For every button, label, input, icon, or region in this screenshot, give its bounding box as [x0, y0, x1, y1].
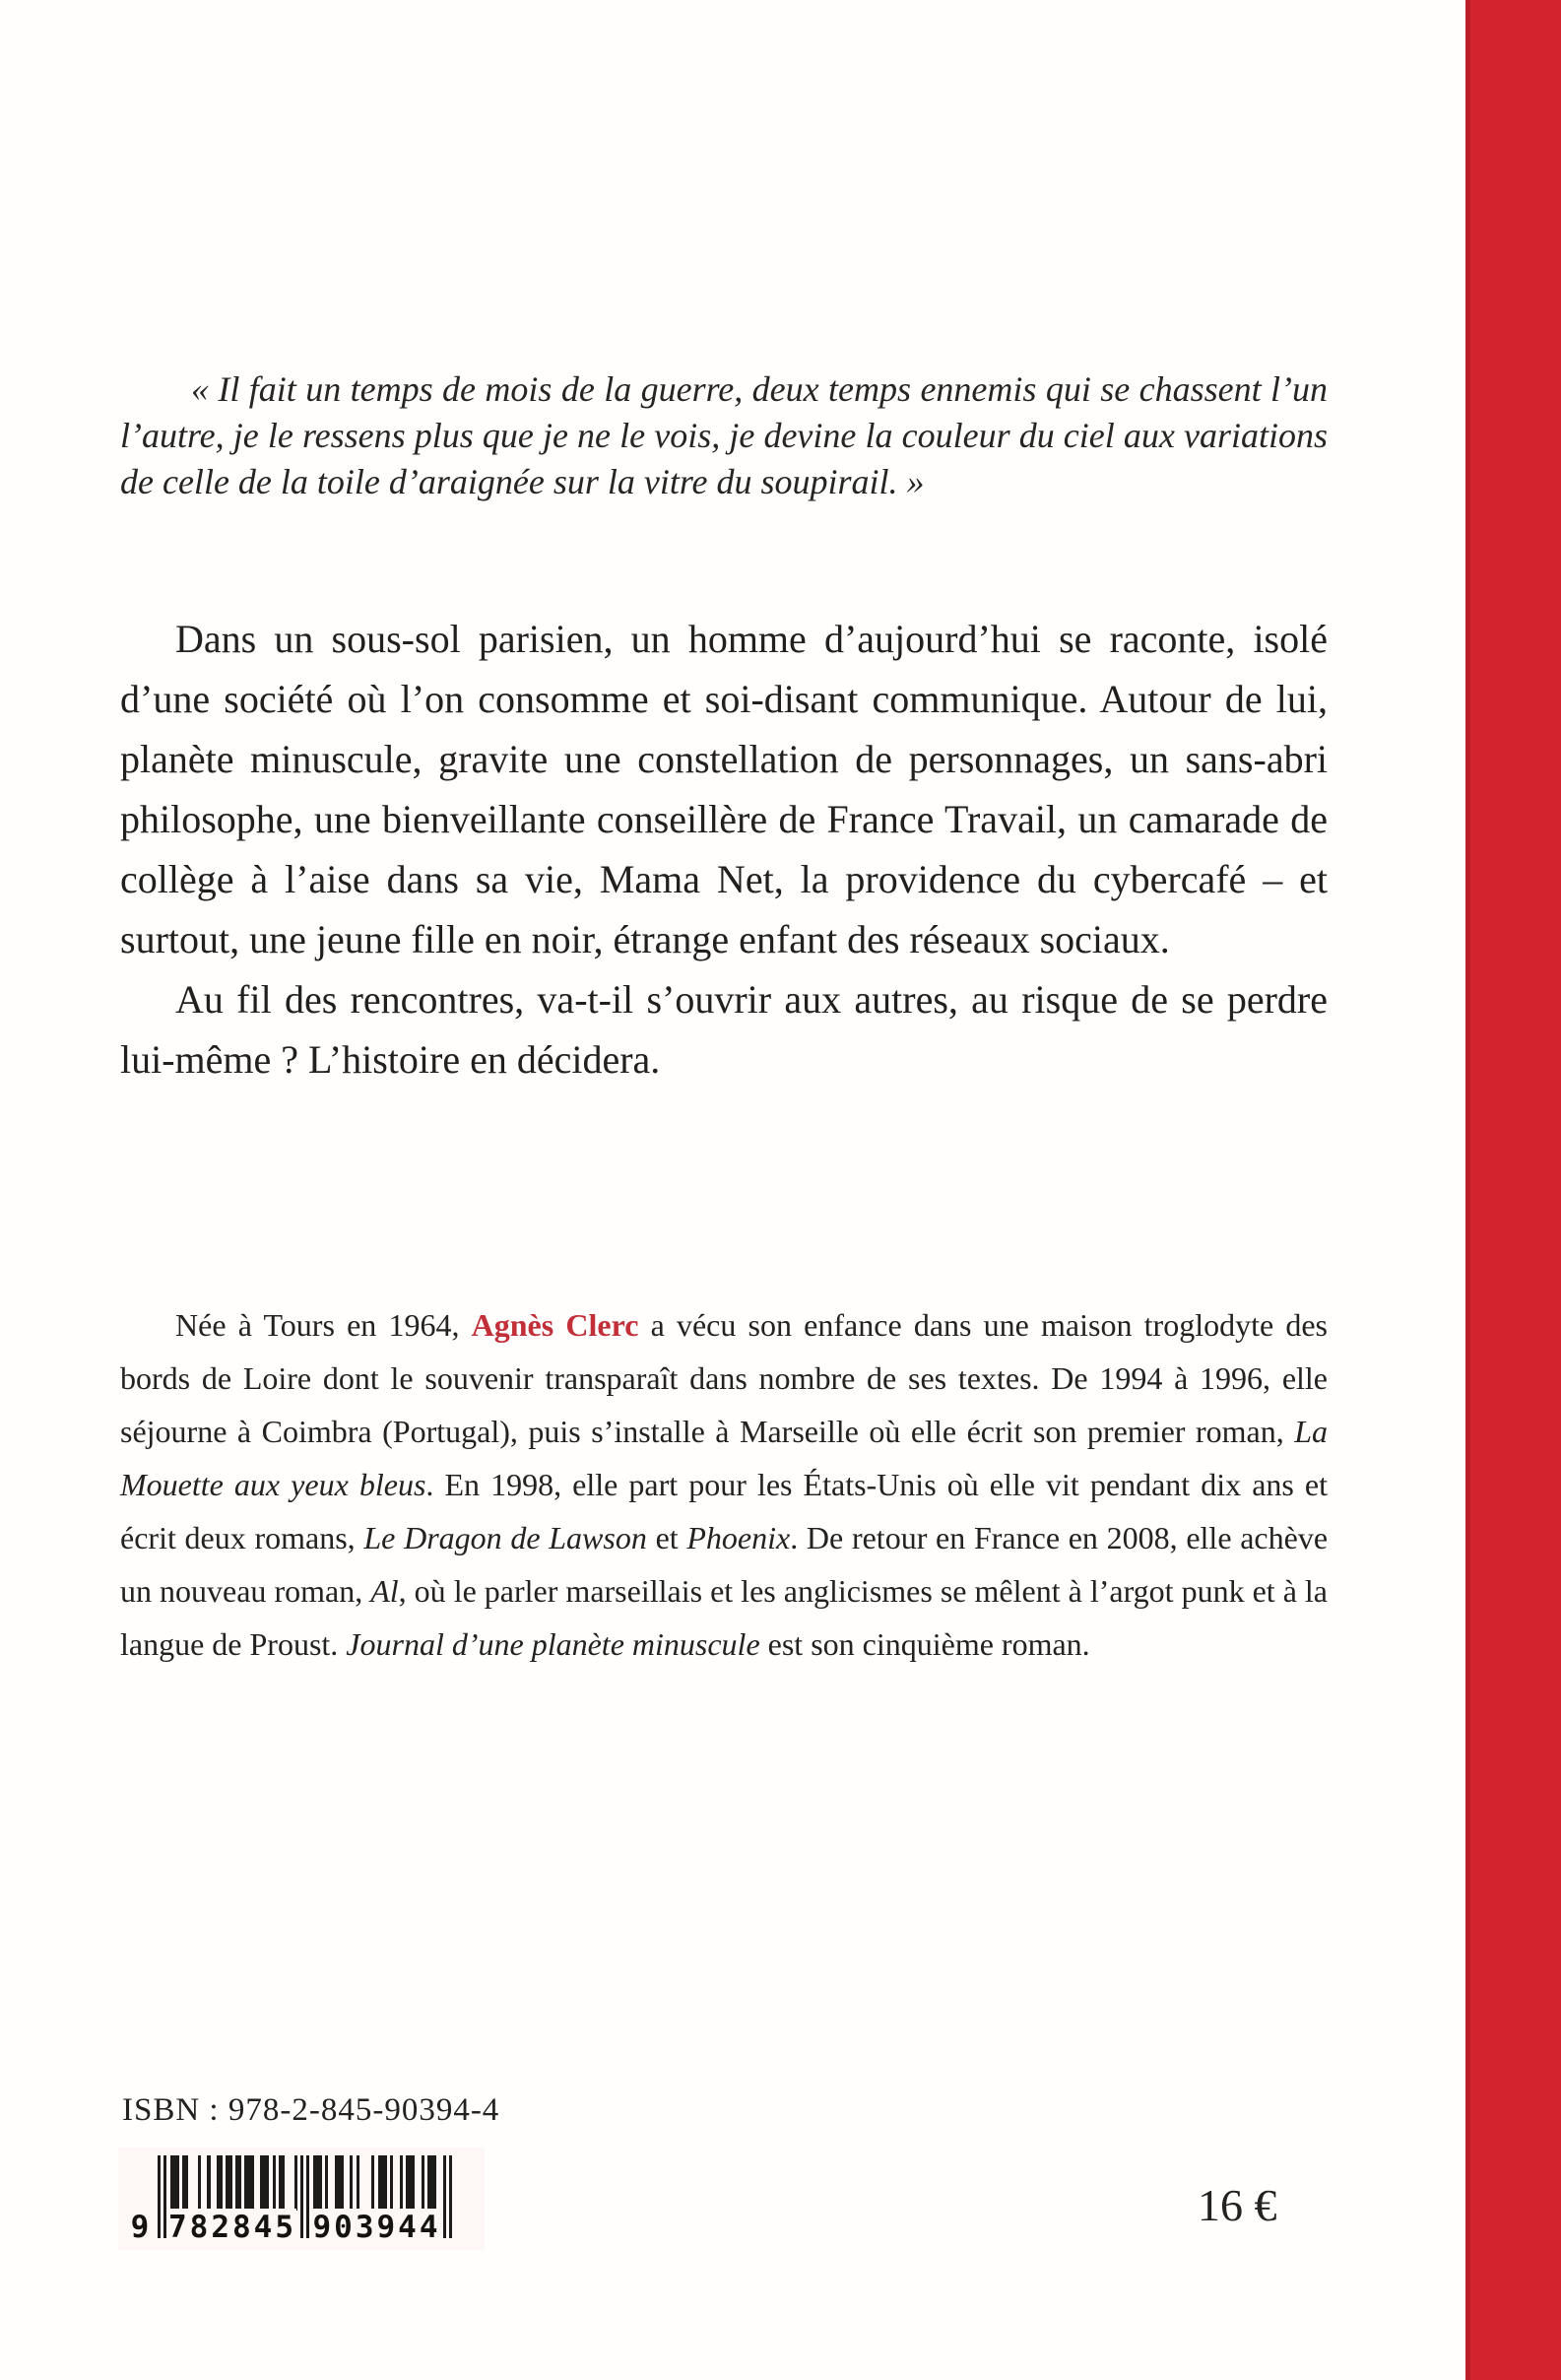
barcode-digit-first: 9	[124, 2209, 156, 2246]
barcode-guard-bar	[300, 2155, 303, 2238]
red-spine-stripe	[1465, 0, 1561, 2380]
bio-text-segment: . En 1998, elle part pour les États-Unis où elle vit pendant dix ans et écrit deux romans,	[120, 1467, 1329, 1555]
synopsis	[120, 609, 1328, 1090]
synopsis-paragraph-2: Au fil des rencontres, va-t-il s’ouvrir aux autres, au risque de se perdre lui-même ? L’histoire en décidera.	[120, 977, 1328, 1082]
barcode-bar	[260, 2155, 269, 2211]
barcode-digits-right: 903944	[312, 2210, 441, 2245]
bio-text-segment: et	[646, 1520, 687, 1555]
barcode-bar	[235, 2155, 241, 2211]
barcode-bar	[217, 2155, 223, 2211]
barcode-guard-bar	[163, 2155, 166, 2238]
bio-text-segment: est son cinquième roman.	[759, 1626, 1090, 1662]
barcode-bar	[182, 2155, 188, 2211]
barcode-bar	[313, 2155, 322, 2211]
barcode-bar	[427, 2155, 436, 2211]
barcode-bar	[406, 2155, 415, 2211]
barcode-digits-left: 782845	[168, 2210, 296, 2245]
barcode-bar	[325, 2155, 328, 2211]
barcode-bar	[378, 2155, 387, 2211]
bio-text-segment: . De retour en France en 2008, elle achève un nouveau roman,	[120, 1520, 1329, 1609]
barcode-bar	[273, 2155, 276, 2211]
barcode-bar	[170, 2155, 179, 2211]
barcode-guard-bar	[443, 2155, 446, 2238]
bio-text-segment: Journal d’une planète minuscule	[346, 1626, 760, 1662]
barcode-guard-bar	[306, 2155, 309, 2238]
barcode-bar	[422, 2155, 424, 2211]
synopsis-paragraph-1: Dans un sous-sol parisien, un homme d’aujourd’hui se raconte, isolé d’une société où l’on consomme et soi-disant communique. Autour de lui, planète minuscule, gravite une constellation de personnages, un sans-abri philosophe, une bienveillante conseillère de France Travail, un camarade de collège à l’aise dans sa vie, Mama Net, la providence du cybercafé – et surtout, une jeune fille en noir, étrange enfant des réseaux sociaux.	[120, 617, 1328, 961]
barcode-guard-bar	[449, 2155, 452, 2238]
bio-text-segment: Le Dragon de Lawson	[363, 1520, 647, 1555]
barcode-bar	[207, 2155, 210, 2211]
barcode-bar	[400, 2155, 403, 2211]
bio-text-segment: a vécu son enfance dans une maison troglodyte des bords de Loire dont le souvenir transparaît dans nombre de ses textes. De 1994 à 1996, elle séjourne à Coimbra (Portugal), puis s’installe à Marseille où elle écrit son premier roman,	[120, 1307, 1329, 1449]
bio-text-segment: La Mouette aux yeux bleus	[120, 1414, 1328, 1502]
back-cover-quote: « Il fait un temps de mois de la guerre, deux temps ennemis qui se chassent l’un l’autre, je le ressens plus que je ne le vois, je devine la couleur du ciel aux variations de celle de la toile d’araignée sur la vitre du soupirail. »	[120, 369, 1328, 501]
barcode	[118, 2148, 485, 2250]
bio-text-segment: Née à Tours en 1964,	[175, 1307, 472, 1343]
author-name: Agnès Clerc	[471, 1307, 639, 1343]
barcode-bar	[390, 2155, 393, 2211]
barcode-bar	[350, 2155, 353, 2211]
barcode-bar	[198, 2155, 201, 2211]
barcode-bar	[371, 2155, 374, 2211]
barcode-bar	[226, 2155, 231, 2211]
isbn-text: ISBN : 978-2-845-90394-4	[122, 2092, 500, 2128]
barcode-bar	[335, 2155, 344, 2211]
price-text: 16 €	[1198, 2180, 1277, 2230]
bio-text-segment: Al	[370, 1573, 399, 1609]
barcode-bar	[279, 2155, 285, 2211]
barcode-guard-bar	[158, 2155, 161, 2238]
barcode-bar	[244, 2155, 253, 2211]
barcode-bar	[294, 2155, 297, 2211]
author-bio	[120, 1298, 1328, 1671]
bio-text-segment: , où le parler marseillais et les anglicismes se mêlent à l’argot punk et à la langue de Proust.	[120, 1573, 1329, 1662]
bio-text-segment: Phoenix	[686, 1520, 791, 1555]
barcode-bar	[357, 2155, 359, 2211]
